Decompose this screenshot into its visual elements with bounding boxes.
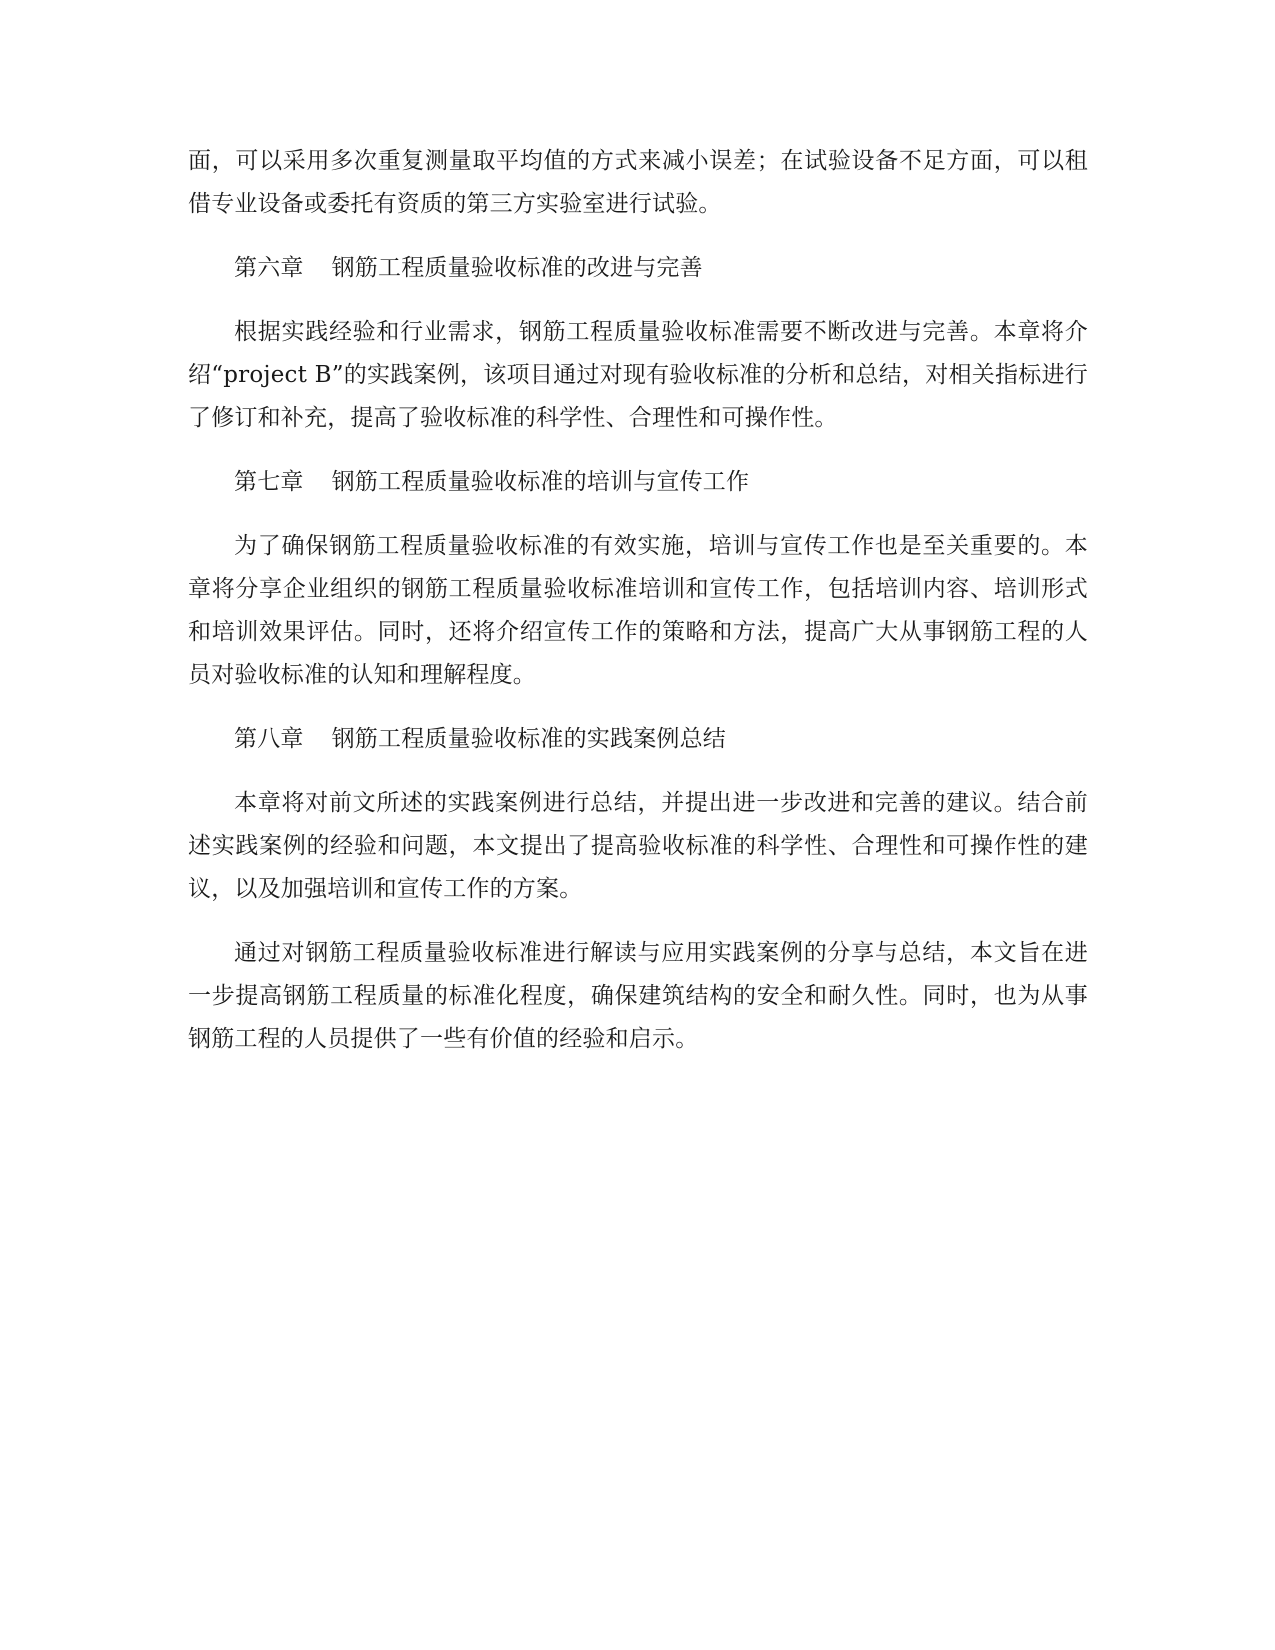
chapter-heading-8 bbox=[188, 718, 1088, 761]
chapter-heading-6 bbox=[188, 247, 1088, 290]
chapter-heading-7 bbox=[188, 461, 1088, 504]
chapter-title: 钢筋工程质量验收标准的实践案例总结 bbox=[331, 726, 727, 752]
paragraph: 本章将对前文所述的实践案例进行总结，并提出进一步改进和完善的建议。结合前述实践案例的经验和问题，本文提出了提高验收标准的科学性、合理性和可操作性的建议，以及加强培训和宣传工作的方案。 bbox=[188, 790, 1088, 902]
chapter-title: 钢筋工程质量验收标准的培训与宣传工作 bbox=[331, 469, 750, 495]
document-body bbox=[188, 140, 1088, 1082]
paragraph-conclusion: 通过对钢筋工程质量验收标准进行解读与应用实践案例的分享与总结，本文旨在进一步提高钢筋工程质量的标准化程度，确保建筑结构的安全和耐久性。同时，也为从事钢筋工程的人员提供了一些有价值的经验和启示。 bbox=[188, 940, 1088, 1052]
paragraph-continued: 面，可以采用多次重复测量取平均值的方式来减小误差；在试验设备不足方面，可以租借专业设备或委托有资质的第三方实验室进行试验。 bbox=[188, 148, 1088, 217]
paragraph: 根据实践经验和行业需求，钢筋工程质量验收标准需要不断改进与完善。本章将介绍“project B”的实践案例，该项目通过对现有验收标准的分析和总结，对相关指标进行了修订和补充，提高了验收标准的科学性、合理性和可操作性。 bbox=[188, 319, 1088, 431]
chapter-number: 第六章 bbox=[234, 255, 304, 281]
paragraph: 为了确保钢筋工程质量验收标准的有效实施，培训与宣传工作也是至关重要的。本章将分享企业组织的钢筋工程质量验收标准培训和宣传工作，包括培训内容、培训形式和培训效果评估。同时，还将介绍宣传工作的策略和方法，提高广大从事钢筋工程的人员对验收标准的认知和理解程度。 bbox=[188, 533, 1088, 688]
chapter-title: 钢筋工程质量验收标准的改进与完善 bbox=[331, 255, 703, 281]
chapter-number: 第八章 bbox=[234, 726, 304, 752]
chapter-number: 第七章 bbox=[234, 469, 304, 495]
